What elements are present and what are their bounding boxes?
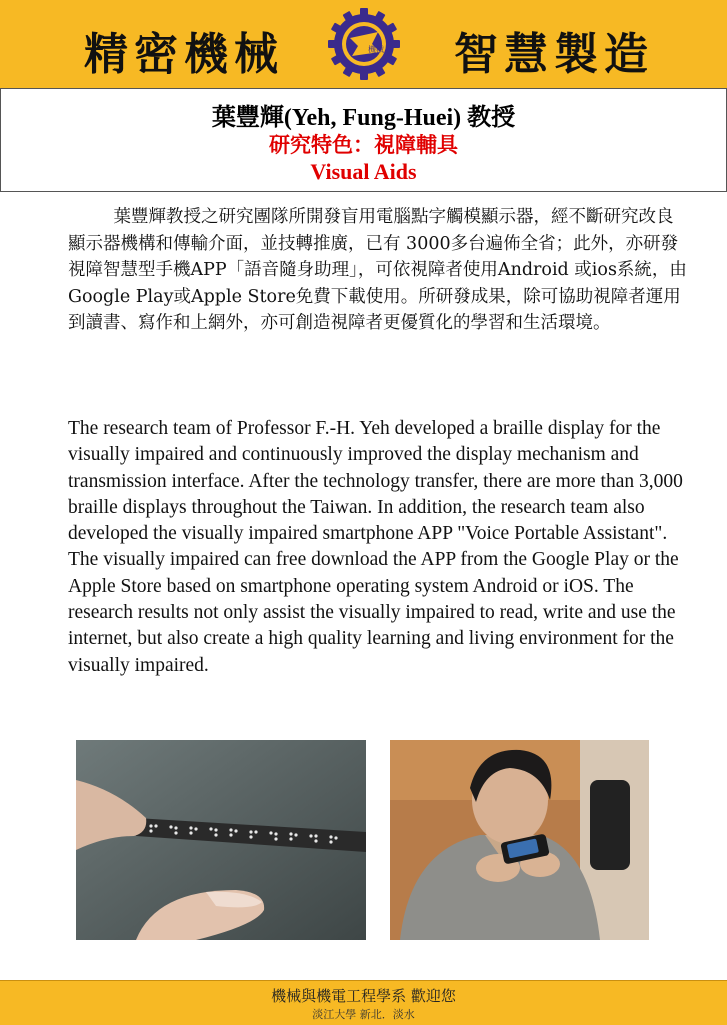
braille-display-photo (76, 740, 366, 940)
title-box (0, 88, 727, 192)
footer-location: 淡江大學 新北．淡水 (312, 1008, 415, 1021)
research-feature-en: Visual Aids (310, 159, 417, 184)
header-banner (0, 0, 727, 89)
header-title-left: 精密機械 (84, 29, 284, 80)
paragraph-chinese: 葉豐輝教授之研究團隊所開發盲用電腦點字觸模顯示器，經不斷研究改良顯示器機構和傳輸介面，並技轉推廣，已有 3000多台遍佈全省；此外，亦研發視障智慧型手機APP「語音隨身助理」，可依視障者使用Android 或ios系統，由Google Play或Apple Store免費下載使用。所研發成果，除可協助視障者運用到讀書、寫作和上網外，亦可創造視障者更優質化的學習和生活環境。 (68, 207, 687, 333)
research-feature-zh: 研究特色：視障輔具 (269, 132, 458, 157)
footer-welcome: 機械與機電工程學系 歡迎您 (271, 987, 456, 1005)
department-logo (328, 8, 400, 80)
logo-text: 機械 (368, 45, 384, 54)
professor-name: 葉豐輝(Yeh, Fung-Huei) 教授 (211, 105, 516, 131)
smartphone-user-photo (390, 740, 649, 940)
paragraph-english: The research team of Professor F.-H. Yeh developed a braille display for the visually impaired and continuously improved the display mechanism and transmission interface. After the technology transfer, there are more than 3,000 braille displays throughout the Taiwan. In addition, the research team also developed the visually impaired smartphone APP "Voice Portable Assistant". The visually impaired can free download the APP from the Google Play or the Apple Store based on smartphone operating system Android or iOS. The research results not only assist the visually impaired to read, write and use the internet, but also create a high quality learning and living environment for the visually impaired. (68, 418, 683, 676)
header-title-right: 智慧製造 (454, 29, 654, 80)
footer-banner (0, 980, 727, 1025)
